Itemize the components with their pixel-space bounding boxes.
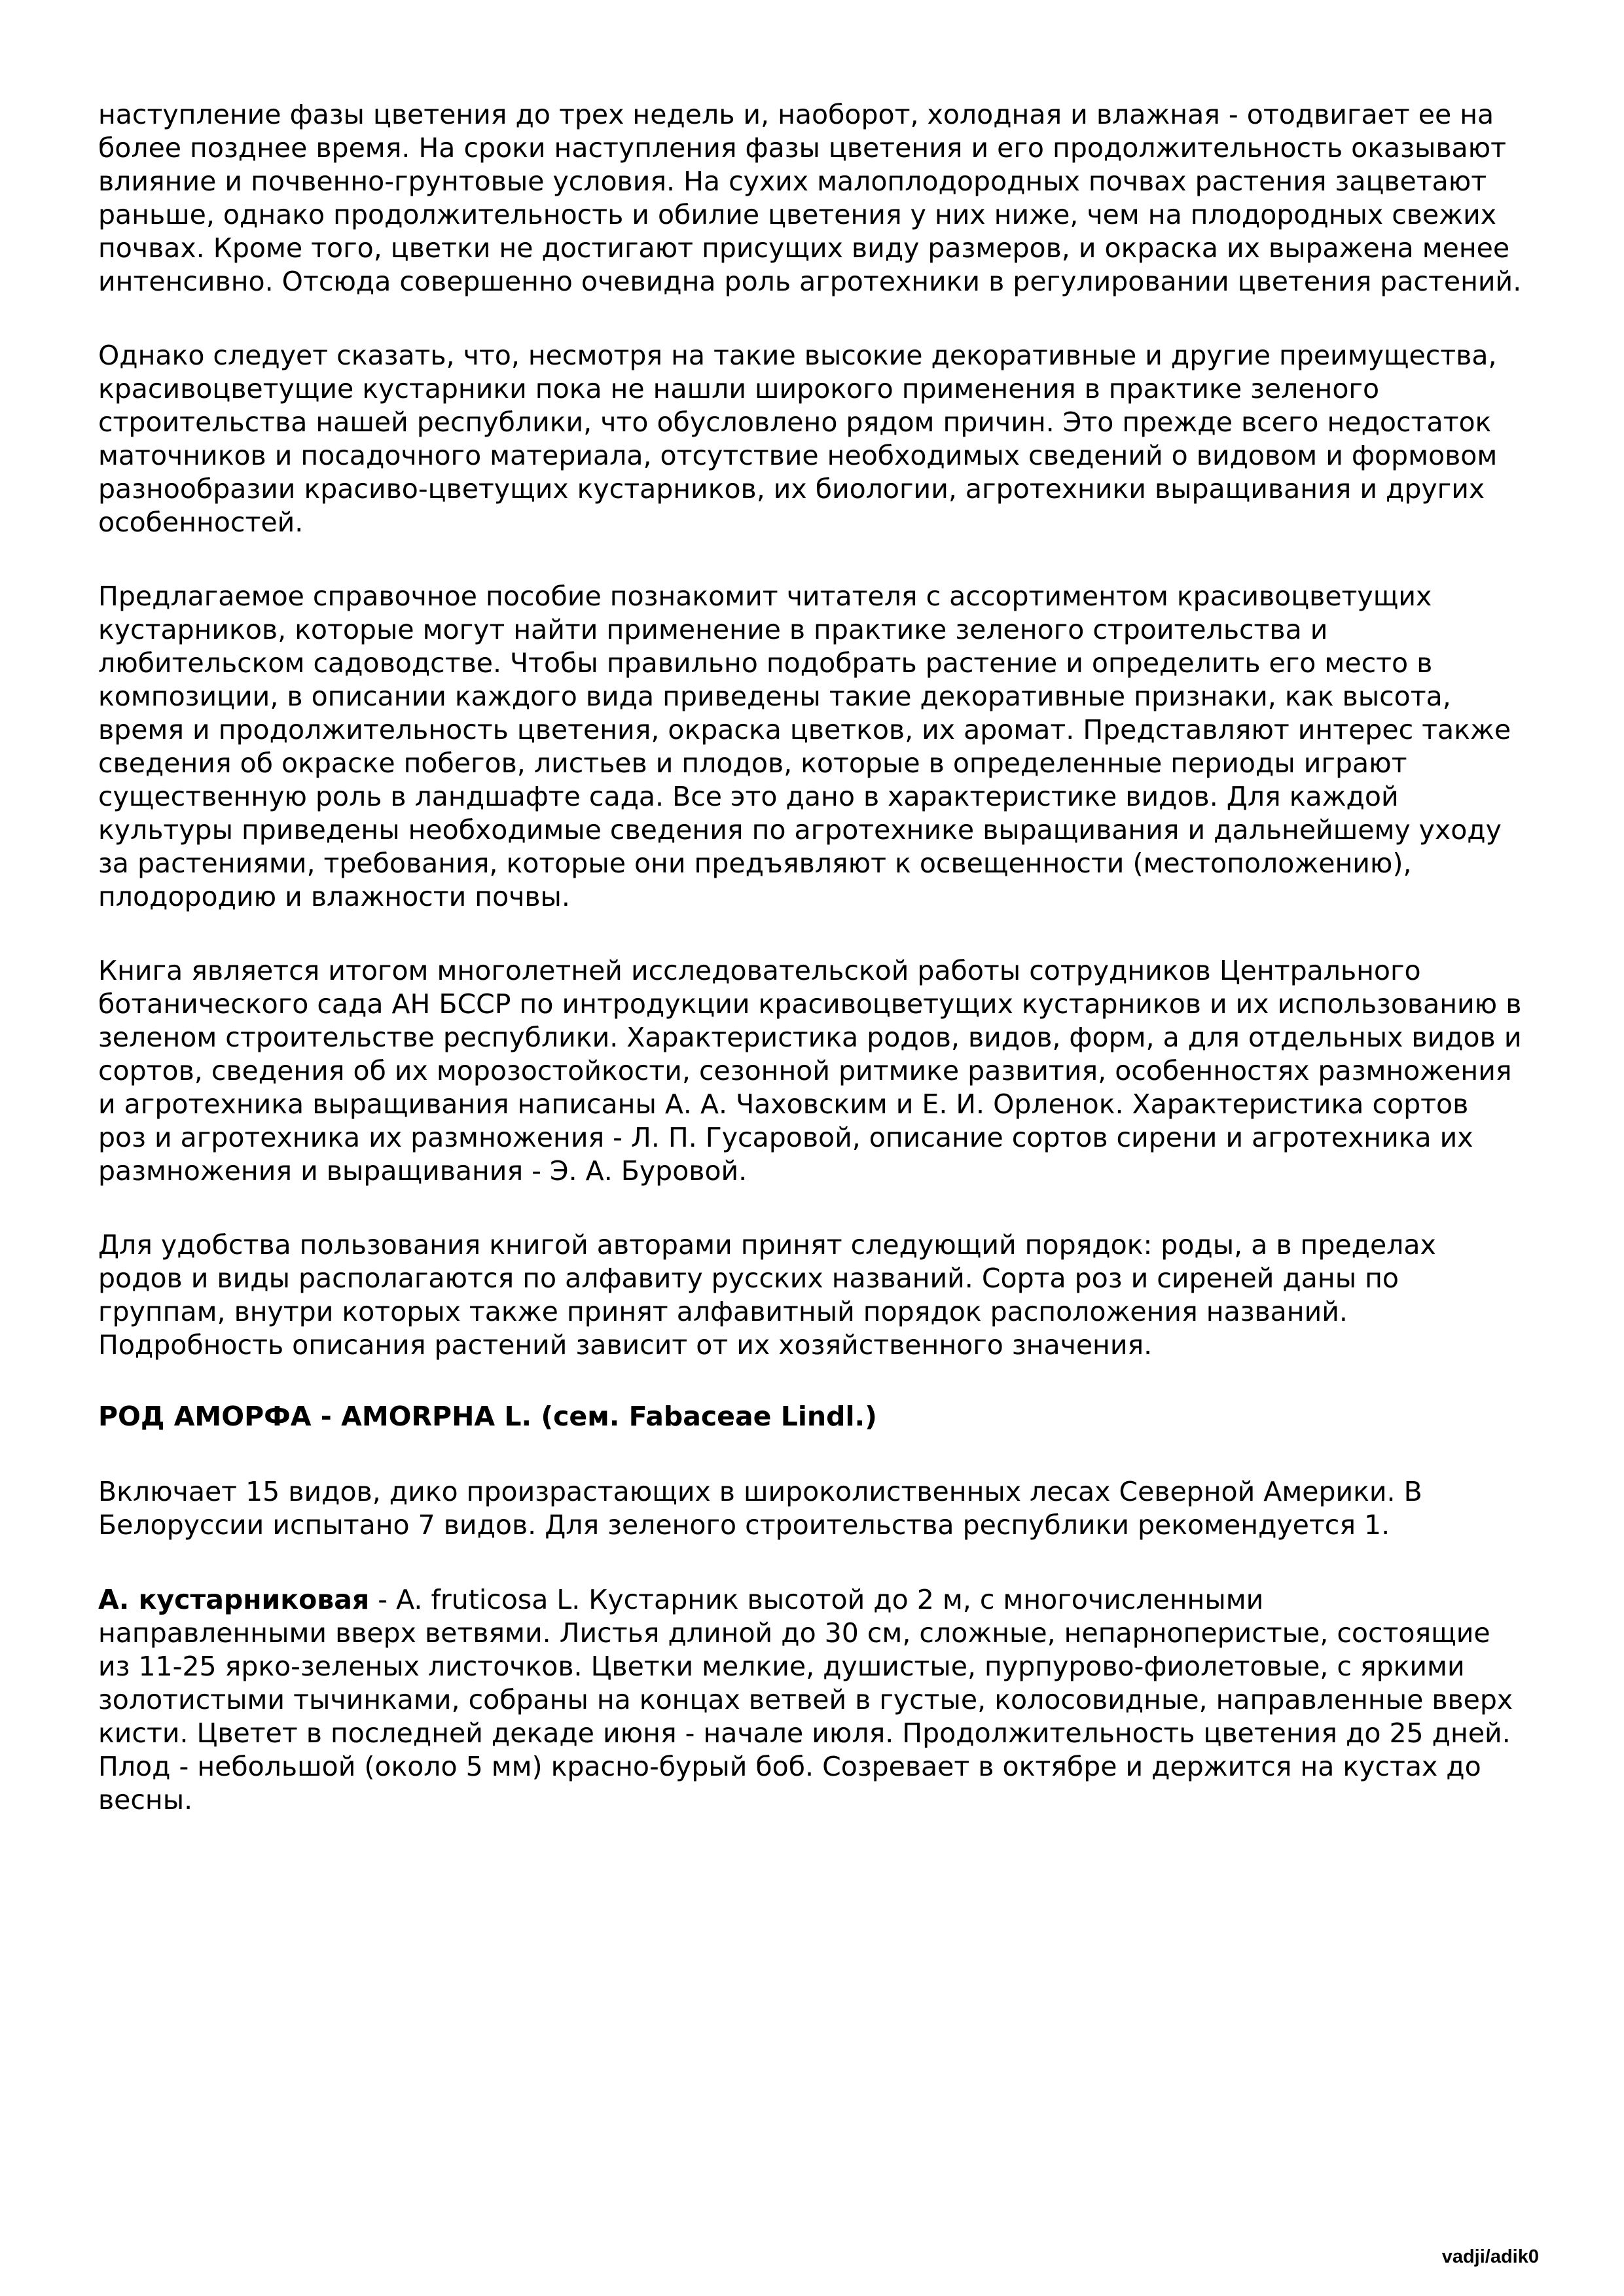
paragraph-reference-guide: Предлагаемое справочное пособие познакомит читателя с ассортиментом красивоцветущих кустарников, которые могут найти применение в практике зеленого строительства и любительском садоводстве. Чтобы правильно подобрать растение и определить его место в композиции, в описании каждого вида приведены такие декоративные признаки, как высота, время и продолжительность цветения, окраска цветков, их аромат. Представляют интерес также сведения об окраске побегов, листьев и плодов, которые в определенные периоды играют существенную роль в ландшафте сада. Все это дано в характеристике видов. Для каждой культуры приведены необходимые сведения по агротехнике выращивания и дальнейшему уходу за растениями, требования, которые они предъявляют к освещенности (местоположению), плодородию и влажности почвы. — [98, 581, 1511, 912]
genus-intro: Включает 15 видов, дико произрастающих в широколиственных лесах Северной Америки. В Белоруссии испытано 7 видов. Для зеленого строительства республики рекомендуется 1. — [98, 1476, 1422, 1541]
paragraph-book-authors: Книга является итогом многолетней исследовательской работы сотрудников Центрального ботанического сада АН БССР по интродукции красивоцветущих кустарников и их использованию в зеленом строительстве республики. Характеристика родов, видов, форм, а для отдельных видов и сортов, сведения об их морозостойкости, сезонной ритмике развития, особенностях размножения и агротехника выращивания написаны А. А. Чаховским и Е. И. Орленок. Характеристика сортов роз и агротехника их размножения - Л. П. Гусаровой, описание сортов сирени и агротехника их размножения и выращивания - Э. А. Буровой. — [98, 955, 1522, 1187]
species-entry — [98, 1583, 1532, 1817]
footer-signature: vadji/adik0 — [1441, 2246, 1539, 2267]
document-page — [98, 98, 1532, 1817]
paragraph-limited-use: Однако следует сказать, что, несмотря на такие высокие декоративные и другие преимущества, красивоцветущие кустарники пока не нашли широкого применения в практике зеленого строительства нашей республики, что обусловлено рядом причин. Это прежде всего недостаток маточников и посадочного материала, отсутствие необходимых сведений о видовом и формовом разнообразии красиво-цветущих кустарников, их биологии, агротехники выращивания и других особенностей. — [98, 340, 1498, 538]
species-name: А. кустарниковая — [98, 1584, 370, 1615]
species-description: - A. fruticosa L. Кустарник высотой до 2 м, с многочисленными направленными вверх ветвями. Листья длиной до 30 см, сложные, непарноперистые, состоящие из 11-25 ярко-зеленых листочков. Цветки мелкие, душистые, пурпурово-фиолетовые, с яркими золотистыми тычинками, собраны на концах ветвей в густые, колосовидные, направленные вверх кисти. Цветет в последней декаде июня - начале июля. Продолжительность цветения до 25 дней. Плод - небольшой (около 5 мм) красно-бурый боб. Созревает в октябре и держится на кустах до весны. — [98, 1584, 1513, 1816]
paragraph-flowering-phase: наступление фазы цветения до трех недель и, наоборот, холодная и влажная - отодвигает ее на более позднее время. На сроки наступления фазы цветения и его продолжительность оказывают влияние и почвенно-грунтовые условия. На сухих малоплодородных почвах растения зацветают раньше, однако продолжительность и обилие цветения у них ниже, чем на плодородных свежих почвах. Кроме того, цветки не достигают присущих виду размеров, и окраска их выражена менее интенсивно. Отсюда совершенно очевидна роль агротехники в регулировании цветения растений. — [98, 99, 1522, 297]
genus-heading: РОД АМОРФА - AMORPHA L. (сем. Fabaceae Lindl.) — [98, 1401, 877, 1432]
paragraph-ordering: Для удобства пользования книгой авторами принят следующий порядок: роды, а в пределах родов и виды располагаются по алфавиту русских названий. Сорта роз и сиреней даны по группам, внутри которых также принят алфавитный порядок расположения названий. Подробность описания растений зависит от их хозяйственного значения. — [98, 1229, 1436, 1361]
